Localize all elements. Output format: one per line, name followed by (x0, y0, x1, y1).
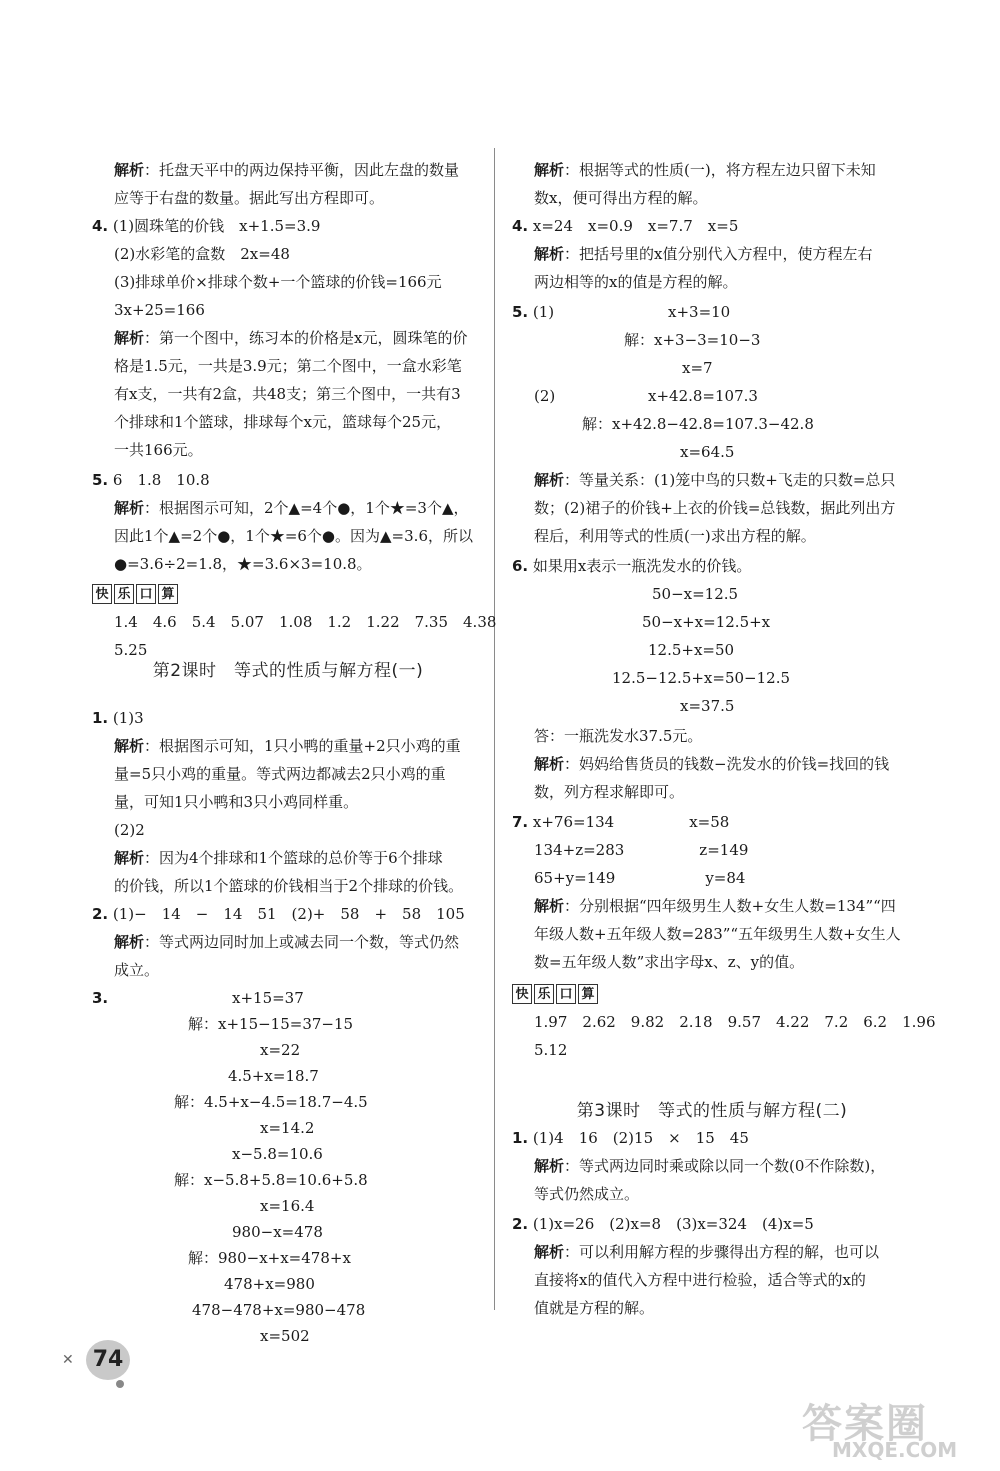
answer-line: 格是1.5元，一共是3.9元；第二个图中，一盒水彩笔 (114, 357, 462, 375)
equation-step: x=7 (682, 359, 713, 377)
equation-step: 解：980−x+x=478+x (188, 1249, 351, 1267)
answer-line: 6. 如果用x表示一瓶洗发水的价钱。 (512, 557, 752, 575)
answer-line: 5. 6 1.8 10.8 (92, 471, 210, 489)
equation-step: 50−x+x=12.5+x (642, 613, 771, 631)
analysis-keyword: 解析 (534, 1243, 565, 1261)
page-number: 74 (86, 1340, 130, 1380)
answer-line: 个排球和1个篮球，排球每个x元，篮球每个25元， (114, 413, 452, 431)
answer-line: 数，列方程求解即可。 (534, 783, 685, 801)
quick-calc-char: 快 (512, 984, 532, 1004)
analysis-keyword: 解析 (114, 933, 145, 951)
analysis-keyword: 解析 (534, 161, 565, 179)
answer-line: 应等于右盘的数量。据此写出方程即可。 (114, 189, 385, 207)
equation-step: x−5.8=10.6 (232, 1145, 323, 1163)
answer-line: (2) (534, 387, 556, 405)
answer-line: 1.4 4.6 5.4 5.07 1.08 1.2 1.22 7.35 4.38 (114, 613, 497, 631)
answer-line: 成立。 (114, 961, 160, 979)
question-number: 2. (512, 1215, 529, 1233)
analysis-line: 解析：根据图示可知，1只小鸭的重量+2只小鸡的重 (114, 737, 461, 755)
answer-line: 数x，便可得出方程的解。 (534, 189, 708, 207)
answer-line: 有x支，一共有2盒，共48支；第三个图中，一共有3 (114, 385, 461, 403)
answer-line: 4. x=24 x=0.9 x=7.7 x=5 (512, 217, 739, 235)
answer-line: 答：一瓶洗发水37.5元。 (534, 727, 703, 745)
answer-line: 量，可知1只小鸭和3只小鸡同样重。 (114, 793, 359, 811)
watermark-url: MXQE.COM (832, 1438, 958, 1462)
answer-line: 值就是方程的解。 (534, 1299, 655, 1317)
watermark-logo (792, 1392, 978, 1462)
analysis-line: 解析：妈妈给售货员的钱数−洗发水的价钱=找回的钱 (534, 755, 890, 773)
answer-line: 65+y=149 y=84 (534, 869, 746, 887)
equation-step: x=16.4 (260, 1197, 315, 1215)
analysis-line: 解析：第一个图中，练习本的价格是x元，圆珠笔的价 (114, 329, 468, 347)
analysis-keyword: 解析 (534, 1157, 565, 1175)
analysis-line: 解析：根据图示可知，2个▲=4个●，1个★=3个▲， (114, 499, 469, 517)
lesson-2-heading: 第2课时 等式的性质与解方程(一) (152, 661, 424, 681)
answer-line: 4. (1)圆珠笔的价钱 x+1.5=3.9 (92, 217, 321, 235)
quick-calc-char: 口 (556, 984, 576, 1004)
analysis-line: 解析：分别根据“四年级男生人数+女生人数=134”“四 (534, 897, 896, 915)
equation-step: 478+x=980 (224, 1275, 315, 1293)
answer-line (92, 988, 108, 1008)
answer-line: (2)2 (114, 821, 145, 839)
question-number: 2. (92, 905, 109, 923)
quick-calc-char: 快 (92, 584, 112, 604)
analysis-keyword: 解析 (114, 329, 145, 347)
analysis-keyword: 解析 (534, 471, 565, 489)
equation-step: x=37.5 (680, 697, 735, 715)
question-number: 6. (512, 557, 529, 575)
equation-step: 解：x+42.8−42.8=107.3−42.8 (582, 415, 814, 433)
lesson-3-heading: 第3课时 等式的性质与解方程(二) (576, 1101, 848, 1121)
equation-step: x+3=10 (668, 303, 731, 321)
question-number: 4. (92, 217, 109, 235)
question-number: 7. (512, 813, 529, 831)
answer-line: 1.97 2.62 9.82 2.18 9.57 4.22 7.2 6.2 1.96 (534, 1013, 936, 1031)
answer-line: 5. (1) (512, 303, 555, 321)
decorative-dot (116, 1380, 124, 1388)
column-divider (494, 148, 495, 1310)
equation-step: x=502 (260, 1327, 310, 1345)
star-icon: ✕ (62, 1352, 74, 1368)
equation-step: 12.5+x=50 (648, 641, 735, 659)
analysis-keyword: 解析 (534, 897, 565, 915)
question-number: 1. (512, 1129, 529, 1147)
analysis-keyword: 解析 (114, 499, 145, 517)
analysis-line: 解析：托盘天平中的两边保持平衡，因此左盘的数量 (114, 161, 460, 179)
analysis-line: 解析：等式两边同时乘或除以同一个数(0不作除数)， (534, 1157, 886, 1175)
answer-line: 2. (1)x=26 (2)x=8 (3)x=324 (4)x=5 (512, 1215, 814, 1233)
quick-calc-char: 算 (158, 584, 178, 604)
quick-calc-char: 乐 (534, 984, 554, 1004)
answer-line: 一共166元。 (114, 441, 203, 459)
answer-line: 5.12 (534, 1041, 568, 1059)
equation-step: 解：4.5+x−4.5=18.7−4.5 (174, 1093, 368, 1111)
quick-calc-char: 算 (578, 984, 598, 1004)
answer-line: 量=5只小鸡的重量。等式两边都减去2只小鸡的重 (114, 765, 446, 783)
answer-line: 等式仍然成立。 (534, 1185, 640, 1203)
answer-line: 3x+25=166 (114, 301, 205, 319)
question-number: 1. (92, 709, 109, 727)
equation-step: 478−478+x=980−478 (192, 1301, 366, 1319)
equation-step: 980−x=478 (232, 1223, 323, 1241)
equation-step: x=22 (260, 1041, 301, 1059)
quick-calc-label-left (92, 584, 178, 604)
answer-line: 1. (1)3 (92, 709, 144, 727)
analysis-line: 解析：根据等式的性质(一)，将方程左边只留下未知 (534, 161, 876, 179)
analysis-line: 解析：等式两边同时加上或减去同一个数，等式仍然 (114, 933, 460, 951)
equation-step: 50−x=12.5 (652, 585, 739, 603)
equation-step: 解：x+3−3=10−3 (624, 331, 761, 349)
answer-line: 因此1个▲=2个●，1个★=6个●。因为▲=3.6，所以 (114, 527, 473, 545)
answer-line: 1. (1)4 16 (2)15 × 15 45 (512, 1129, 749, 1147)
analysis-keyword: 解析 (114, 161, 145, 179)
answer-line: 7. x+76=134 x=58 (512, 813, 730, 831)
answer-line: (2)水彩笔的盒数 2x=48 (114, 245, 290, 263)
analysis-keyword: 解析 (114, 849, 145, 867)
analysis-keyword: 解析 (534, 245, 565, 263)
quick-calc-label-right (512, 984, 598, 1004)
equation-step: x+42.8=107.3 (648, 387, 758, 405)
equation-step: 12.5−12.5+x=50−12.5 (612, 669, 791, 687)
answer-line: 数；(2)裙子的价钱+上衣的价钱=总钱数，据此列出方 (534, 499, 896, 517)
quick-calc-char: 乐 (114, 584, 134, 604)
question-number: 3. (92, 989, 109, 1007)
answer-line: 直接将x的值代入方程中进行检验，适合等式的x的 (534, 1271, 866, 1289)
answer-line: 数=五年级人数”求出字母x、z、y的值。 (534, 953, 805, 971)
answer-line: 程后，利用等式的性质(一)求出方程的解。 (534, 527, 816, 545)
answer-line: 两边相等的x的值是方程的解。 (534, 273, 738, 291)
analysis-keyword: 解析 (534, 755, 565, 773)
equation-step: x=64.5 (680, 443, 735, 461)
question-number: 5. (512, 303, 529, 321)
answer-line: ●=3.6÷2=1.8，★=3.6×3=10.8。 (114, 555, 372, 573)
answer-line: 134+z=283 z=149 (534, 841, 749, 859)
question-number: 4. (512, 217, 529, 235)
equation-step: 4.5+x=18.7 (228, 1067, 319, 1085)
equation-step: 解：x−5.8+5.8=10.6+5.8 (174, 1171, 368, 1189)
analysis-line: 解析：可以利用解方程的步骤得出方程的解，也可以 (534, 1243, 880, 1261)
analysis-line: 解析：等量关系：(1)笼中鸟的只数+飞走的只数=总只 (534, 471, 896, 489)
watermark-text: 答案圈 (802, 1401, 928, 1447)
equation-step: x+15=37 (232, 989, 304, 1007)
quick-calc-char: 口 (136, 584, 156, 604)
answer-line: 2. (1)− 14 − 14 51 (2)+ 58 + 58 105 (92, 905, 465, 923)
answer-line: 5.25 (114, 641, 148, 659)
analysis-keyword: 解析 (114, 737, 145, 755)
equation-step: 解：x+15−15=37−15 (188, 1015, 354, 1033)
equation-step: x=14.2 (260, 1119, 315, 1137)
analysis-line: 解析：把括号里的x值分别代入方程中，使方程左右 (534, 245, 873, 263)
answer-line: (3)排球单价×排球个数+一个篮球的价钱=166元 (114, 273, 442, 291)
answer-line: 年级人数+五年级人数=283”“五年级男生人数+女生人 (534, 925, 901, 943)
answer-line: 的价钱，所以1个篮球的价钱相当于2个排球的价钱。 (114, 877, 464, 895)
analysis-line: 解析：因为4个排球和1个篮球的总价等于6个排球 (114, 849, 443, 867)
question-number: 5. (92, 471, 109, 489)
